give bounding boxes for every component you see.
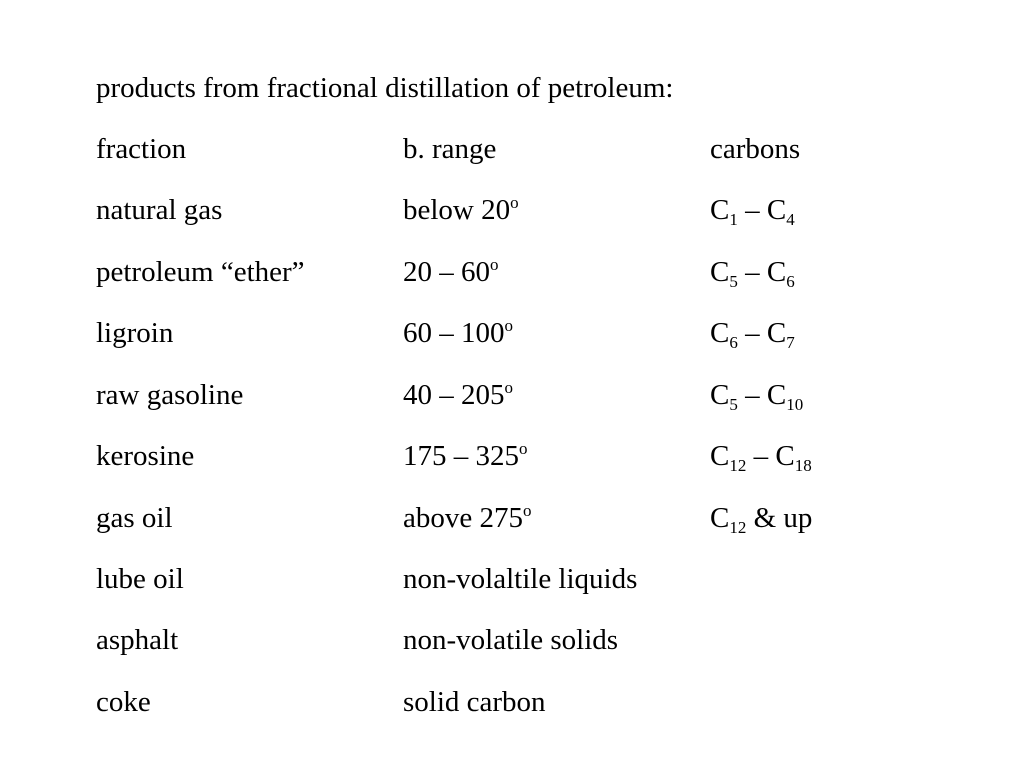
fraction-name: kerosine — [96, 440, 195, 472]
header-fraction: fraction — [96, 133, 187, 165]
carbon-subscript: 12 — [729, 456, 747, 475]
range-value: above 275 — [403, 502, 523, 534]
table-row — [0, 375, 1024, 415]
degree-mark: o — [504, 316, 513, 335]
carbon-subscript: 5 — [729, 395, 738, 414]
fraction-name: natural gas — [96, 194, 223, 226]
carbon-separator: – — [737, 317, 767, 349]
degree-mark: o — [510, 193, 519, 212]
table-row — [0, 682, 1024, 722]
fraction-name: raw gasoline — [96, 379, 244, 411]
degree-mark: o — [523, 501, 532, 520]
carbon-symbol: C — [710, 379, 730, 411]
degree-mark: o — [519, 439, 528, 458]
carbon-separator: – — [737, 256, 767, 288]
carbon-subscript: 5 — [729, 272, 738, 291]
carbon-subscript: 12 — [729, 518, 747, 537]
fraction-name: petroleum “ether” — [96, 256, 305, 288]
table-row — [0, 559, 1024, 599]
degree-mark: o — [490, 255, 499, 274]
range-value: 175 – 325 — [403, 440, 519, 472]
carbon-range — [710, 375, 803, 415]
table-header-row — [0, 129, 1024, 169]
carbon-subscript: 7 — [786, 333, 795, 352]
carbon-subscript: 1 — [729, 210, 738, 229]
range-value: below 20 — [403, 194, 511, 226]
boiling-range: non-volatile solids — [403, 624, 619, 656]
carbon-symbol: C — [775, 440, 795, 472]
fraction-name: coke — [96, 686, 151, 718]
range-value: 60 – 100 — [403, 317, 505, 349]
carbon-range — [710, 498, 812, 538]
carbon-subscript: 6 — [729, 333, 738, 352]
header-carbons: carbons — [710, 133, 801, 165]
carbon-separator: – — [746, 440, 776, 472]
fraction-name: lube oil — [96, 563, 184, 595]
carbon-subscript: 18 — [794, 456, 812, 475]
boiling-range — [403, 375, 513, 415]
carbon-separator: – — [737, 194, 767, 226]
table-row — [0, 498, 1024, 538]
table-row — [0, 313, 1024, 353]
fraction-name: ligroin — [96, 317, 174, 349]
table-row — [0, 620, 1024, 660]
carbon-symbol: C — [710, 194, 730, 226]
range-value: 40 – 205 — [403, 379, 505, 411]
carbon-symbol: C — [766, 256, 787, 288]
table-row — [0, 436, 1024, 476]
table-row — [0, 252, 1024, 292]
carbon-subscript: 4 — [786, 210, 795, 229]
carbon-range — [710, 190, 795, 230]
carbon-symbol: C — [766, 194, 787, 226]
carbon-separator: – — [737, 379, 767, 411]
carbon-range — [710, 436, 812, 476]
carbon-symbol: C — [766, 379, 787, 411]
carbon-subscript: 10 — [786, 395, 804, 414]
boiling-range — [403, 190, 519, 230]
boiling-range: solid carbon — [403, 686, 546, 718]
boiling-range — [403, 313, 513, 353]
table-row — [0, 190, 1024, 230]
boiling-range — [403, 498, 532, 538]
fraction-name: asphalt — [96, 624, 179, 656]
carbon-separator: & up — [746, 502, 813, 534]
slide-title: products from fractional distillation of petroleum: — [96, 72, 674, 104]
header-boiling-range: b. range — [403, 133, 497, 165]
carbon-symbol: C — [766, 317, 787, 349]
carbon-range — [710, 313, 795, 353]
range-value: 20 – 60 — [403, 256, 490, 288]
carbon-subscript: 6 — [786, 272, 795, 291]
boiling-range — [403, 252, 499, 292]
boiling-range — [403, 436, 528, 476]
carbon-range — [710, 252, 795, 292]
boiling-range: non-volaltile liquids — [403, 563, 638, 595]
carbon-symbol: C — [710, 256, 730, 288]
carbon-symbol: C — [710, 317, 730, 349]
degree-mark: o — [504, 378, 513, 397]
fraction-name: gas oil — [96, 502, 173, 534]
carbon-symbol: C — [710, 440, 730, 472]
carbon-symbol: C — [710, 502, 730, 534]
